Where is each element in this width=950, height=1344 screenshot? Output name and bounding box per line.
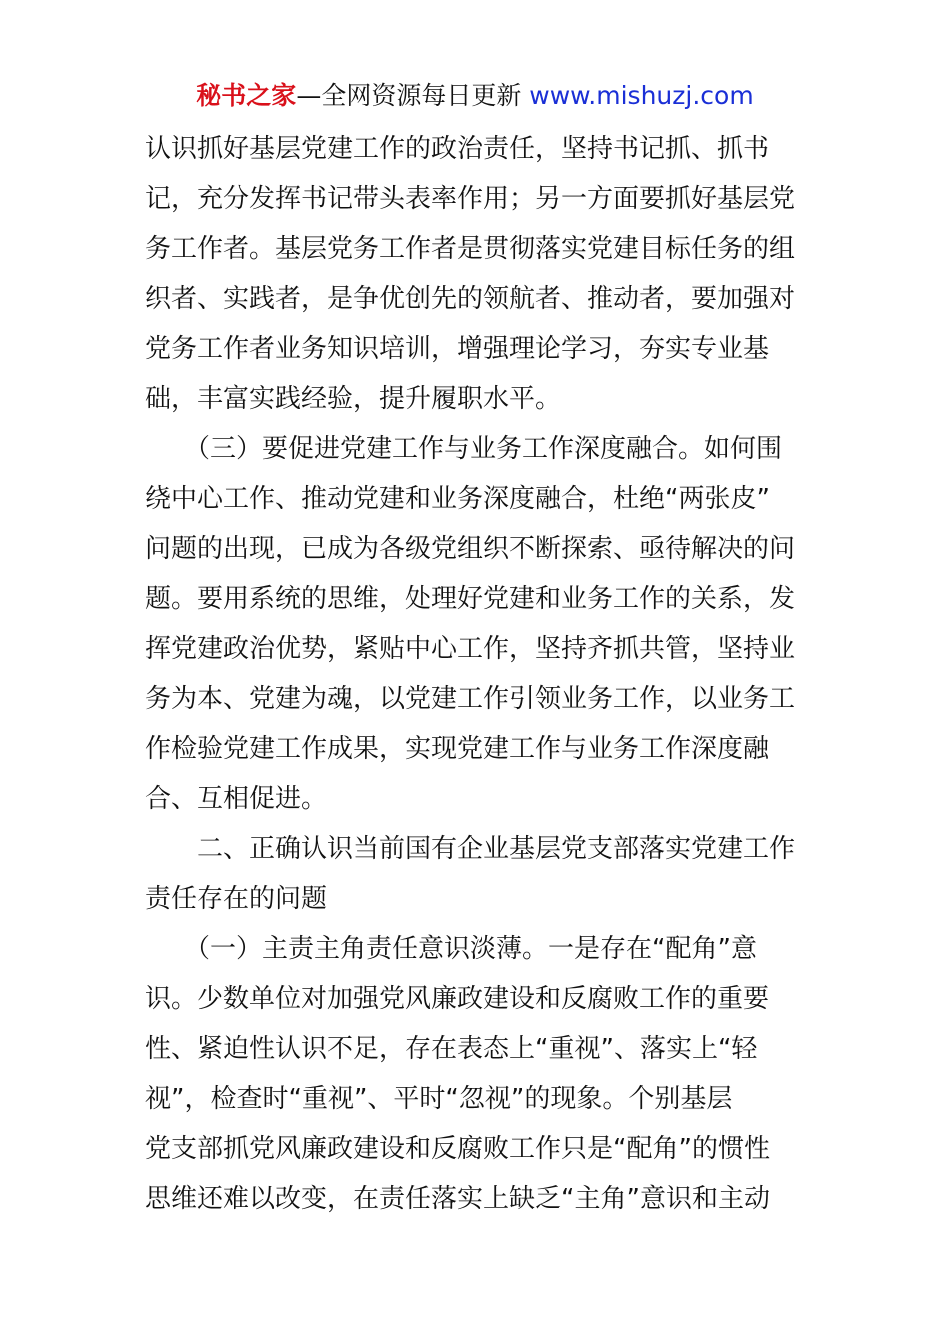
text-line: （三）要促进党建工作与业务工作深度融合。如何围 — [145, 434, 783, 464]
text-line: 二、正确认识当前国有企业基层党支部落实党建工作 — [145, 834, 796, 864]
document-body — [145, 124, 815, 1224]
text-line: 绕中心工作、推动党建和业务深度融合，杜绝“两张皮” — [145, 484, 770, 514]
text-line: 视”，检查时“重视”、平时“忽视”的现象。个别基层 — [145, 1084, 733, 1114]
text-line: 性、紧迫性认识不足，存在表态上“重视”、落实上“轻 — [145, 1034, 758, 1064]
text-line: 务为本、党建为魂，以党建工作引领业务工作，以业务工 — [145, 684, 796, 714]
text-line: 记，充分发挥书记带头表率作用；另一方面要抓好基层党 — [145, 184, 796, 214]
site-header — [0, 78, 950, 114]
text-line: 党支部抓党风廉政建设和反腐败工作只是“配角”的惯性 — [145, 1134, 770, 1164]
text-line: 识。少数单位对加强党风廉政建设和反腐败工作的重要 — [145, 984, 770, 1014]
site-url-link[interactable]: www.mishuzj.com — [529, 81, 754, 110]
text-line: 问题的出现，已成为各级党组织不断探索、亟待解决的问 — [145, 534, 796, 564]
text-line: 础，丰富实践经验，提升履职水平。 — [145, 384, 562, 414]
site-brand: 秘书之家 — [196, 81, 297, 110]
text-line: 挥党建政治优势，紧贴中心工作，坚持齐抓共管，坚持业 — [145, 634, 796, 664]
text-line: 合、互相促进。 — [145, 784, 328, 814]
text-line: 党务工作者业务知识培训，增强理论学习，夯实专业基 — [145, 334, 770, 364]
text-line: 题。要用系统的思维，处理好党建和业务工作的关系，发 — [145, 584, 796, 614]
text-line: 务工作者。基层党务工作者是贯彻落实党建目标任务的组 — [145, 234, 796, 264]
text-line: 认识抓好基层党建工作的政治责任，坚持书记抓、抓书 — [145, 134, 770, 164]
text-line: 作检验党建工作成果，实现党建工作与业务工作深度融 — [145, 734, 770, 764]
text-line: 织者、实践者，是争优创先的领航者、推动者，要加强对 — [145, 284, 796, 314]
text-line: （一）主责主角责任意识淡薄。一是存在“配角”意 — [145, 934, 757, 964]
text-line: 责任存在的问题 — [145, 884, 328, 914]
site-tagline: —全网资源每日更新 — [296, 81, 530, 110]
text-line: 思维还难以改变，在责任落实上缺乏“主角”意识和主动 — [145, 1184, 770, 1214]
